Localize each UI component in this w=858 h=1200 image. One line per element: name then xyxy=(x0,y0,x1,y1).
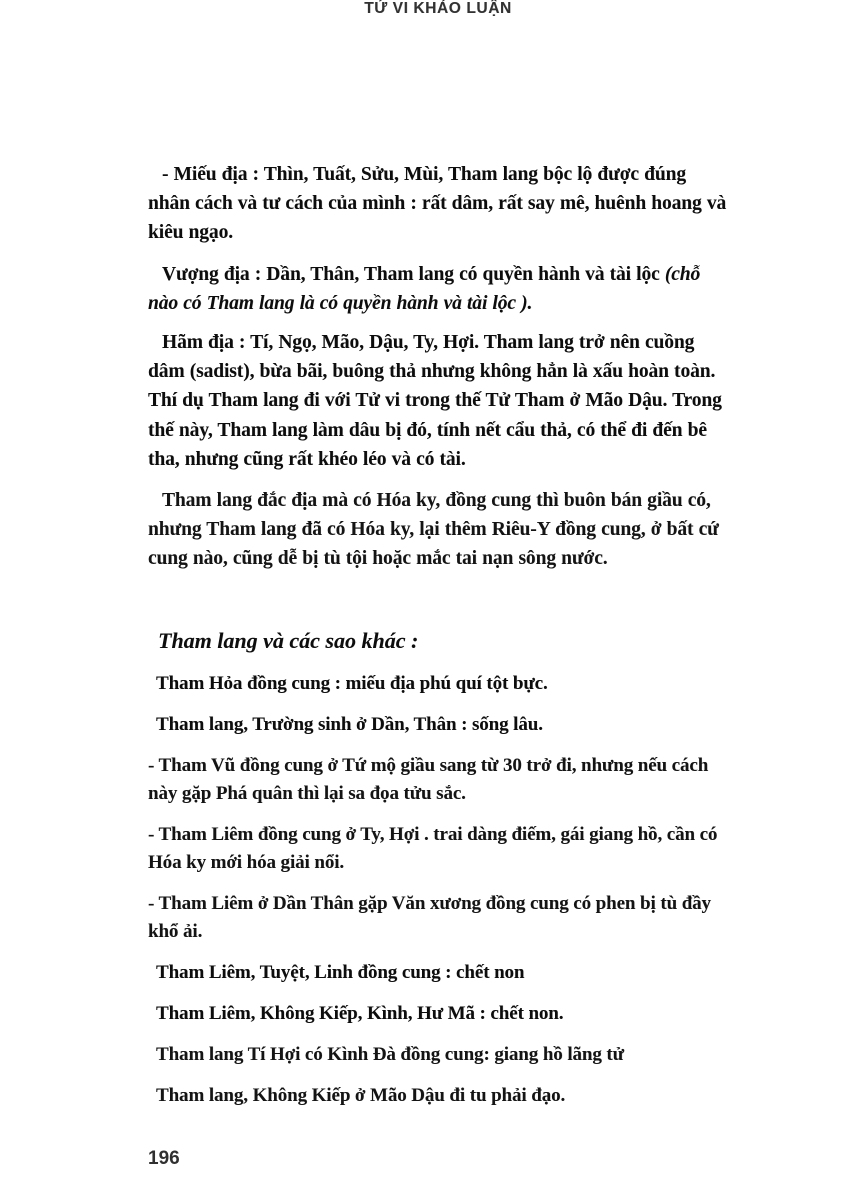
running-head: TỬ VI KHẢO LUẬN xyxy=(364,0,512,17)
paragraph-dac-dia-hoa-ky: Tham lang đắc địa mà có Hóa ky, đồng cung thì buôn bán giầu có, nhưng Tham lang đã có Hóa ky, lại thêm Riêu-Y đồng cung, ở bất cứ cung nào, cũng dễ bị tù tội hoặc mắc tai nạn sông nước. xyxy=(148,490,719,570)
entry-tham-liem-tuyet-linh: Tham Liêm, Tuyệt, Linh đồng cung : chết non xyxy=(156,961,525,983)
entry-tham-hoa: Tham Hỏa đồng cung : miếu địa phú quí tột bực. xyxy=(156,672,548,694)
text-column xyxy=(148,160,728,1123)
paragraph-ham-dia: Hãm địa : Tí, Ngọ, Mão, Dậu, Ty, Hợi. Tham lang trở nên cuồng dâm (sadist), bừa bãi, buông thả nhưng không hẳn là xấu hoàn toàn. Thí dụ Tham lang đi với Tử vi trong thế Tử Tham ở Mão Dậu. Trong thế này, Tham lang làm dâu bị đó, tính nết cẩu thả, có thể đi đến bê tha, nhưng cũng rất khéo léo và có tài. xyxy=(148,332,722,470)
entry-tham-liem-ty-hoi: - Tham Liêm đồng cung ở Ty, Hợi . trai dàng điếm, gái giang hồ, cần có Hóa ky mới hóa giải nổi. xyxy=(148,823,718,873)
page-number: 196 xyxy=(148,1148,180,1169)
paragraph-mieu-dia: - Miếu địa : Thìn, Tuất, Sửu, Mùi, Tham lang bộc lộ được đúng nhân cách và tư cách của mình : rất dâm, rất say mê, huênh hoang và kiêu ngạo. xyxy=(148,164,727,244)
entry-tham-liem-khong-kiep: Tham Liêm, Không Kiếp, Kình, Hư Mã : chết non. xyxy=(156,1002,564,1024)
paragraph-vuong-dia-lead: Vượng địa : Dần, Thân, Tham lang có quyền hành và tài lộc xyxy=(162,263,665,285)
entry-tham-lang-truong-sinh: Tham lang, Trường sinh ở Dần, Thân : sống lâu. xyxy=(156,713,543,735)
entry-tham-lang-ti-hoi: Tham lang Tí Hợi có Kình Đà đồng cung: giang hồ lãng tử xyxy=(156,1043,624,1065)
paragraph-vuong-dia xyxy=(148,260,728,318)
section-heading: Tham lang và các sao khác : xyxy=(158,627,419,653)
entry-tham-vu: - Tham Vũ đồng cung ở Tứ mộ giầu sang từ 30 trở đi, nhưng nếu cách này gặp Phá quân thì lại sa đọa tửu sắc. xyxy=(148,754,709,804)
paragraph-vuong-dia-italic: (chỗ nào có Tham lang là có quyền hành và tài lộc ). xyxy=(148,263,701,314)
entry-tham-liem-dan-than: - Tham Liêm ở Dần Thân gặp Văn xương đồng cung có phen bị tù đầy khổ ải. xyxy=(148,892,711,942)
entry-tham-lang-khong-kiep-mao-dau: Tham lang, Không Kiếp ở Mão Dậu đi tu phải đạo. xyxy=(156,1084,566,1106)
